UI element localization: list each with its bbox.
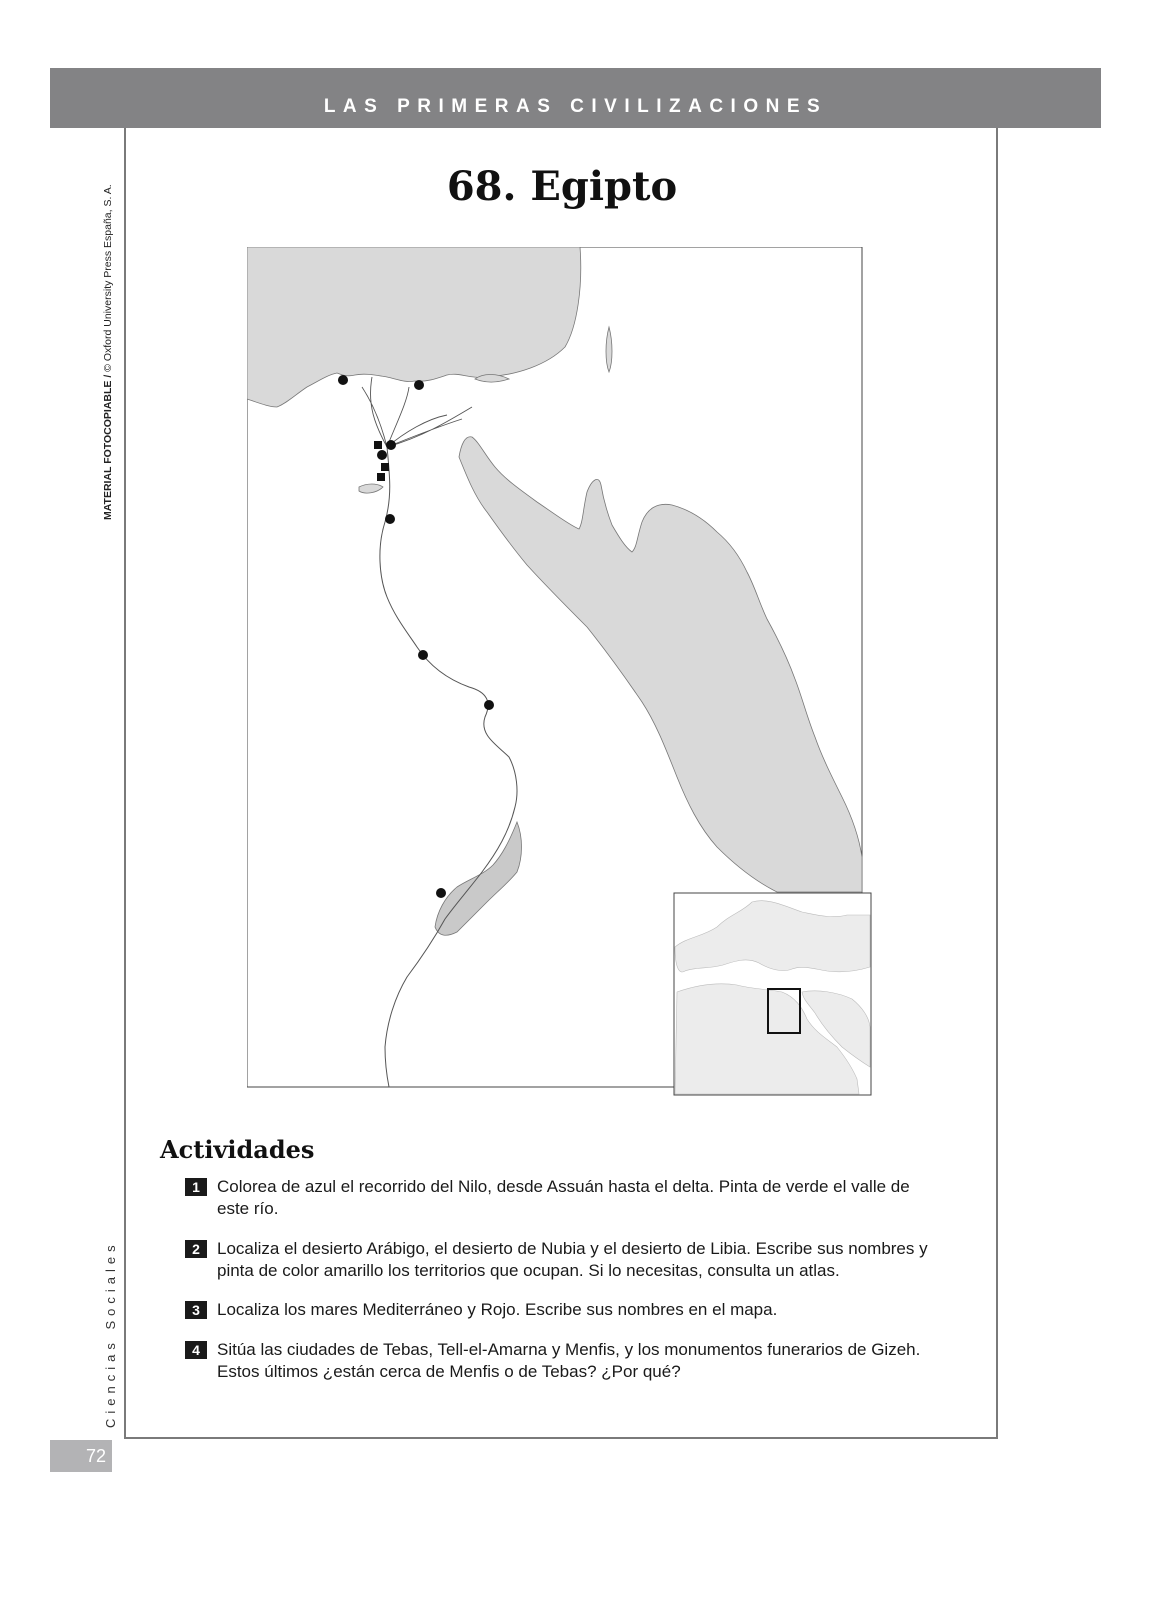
city-marker-aswan [436,888,446,898]
activity-item [185,1339,935,1383]
activity-number: 3 [185,1301,207,1319]
activity-text: Sitúa las ciudades de Tebas, Tell-el-Amarna y Menfis, y los monumentos funerarios de Gizeh. Estos últimos ¿están cerca de Menfis o de Tebas? ¿Por qué? [217,1340,921,1381]
city-marker-beni-hasan [385,514,395,524]
monument-marker-1 [374,441,382,449]
activity-text: Localiza los mares Mediterráneo y Rojo. Escribe sus nombres en el mapa. [217,1300,778,1319]
copyright-bold: MATERIAL FOTOCOPIABLE / [102,374,114,520]
egypt-map [247,247,874,1099]
activity-item [185,1176,935,1220]
subject-label: Ciencias Sociales [103,1240,118,1428]
page-title: 68. Egipto [446,163,678,210]
activity-item [185,1299,935,1321]
header-title: LAS PRIMERAS CIVILIZACIONES [323,96,828,117]
activity-text: Localiza el desierto Arábigo, el desierto de Nubia y el desierto de Libia. Escribe sus nombres y pinta de color amarillo los territorios que ocupan. Si lo necesitas, consulta un atlas. [217,1239,928,1280]
city-marker-delta [414,380,424,390]
header-band [50,68,1101,128]
copyright-rest: © Oxford University Press España, S. A. [102,184,114,375]
city-marker-thebes [484,700,494,710]
city-marker-amarna [418,650,428,660]
city-marker-gizeh [377,450,387,460]
city-marker-alexandria [338,375,348,385]
page-number: 72 [85,1446,106,1466]
city-marker-cairo [386,440,396,450]
map-container [247,247,874,1104]
activity-text: Colorea de azul el recorrido del Nilo, desde Assuán hasta el delta. Pinta de verde el valle de este río. [217,1177,910,1218]
activity-number: 4 [185,1341,207,1359]
activity-number: 2 [185,1240,207,1258]
page-number-box [50,1440,112,1472]
monument-marker-2 [381,463,389,471]
monument-marker-3 [377,473,385,481]
activity-item [185,1238,935,1282]
activities-heading: Actividades [160,1135,315,1164]
activity-number: 1 [185,1178,207,1196]
copyright-notice [102,184,114,520]
